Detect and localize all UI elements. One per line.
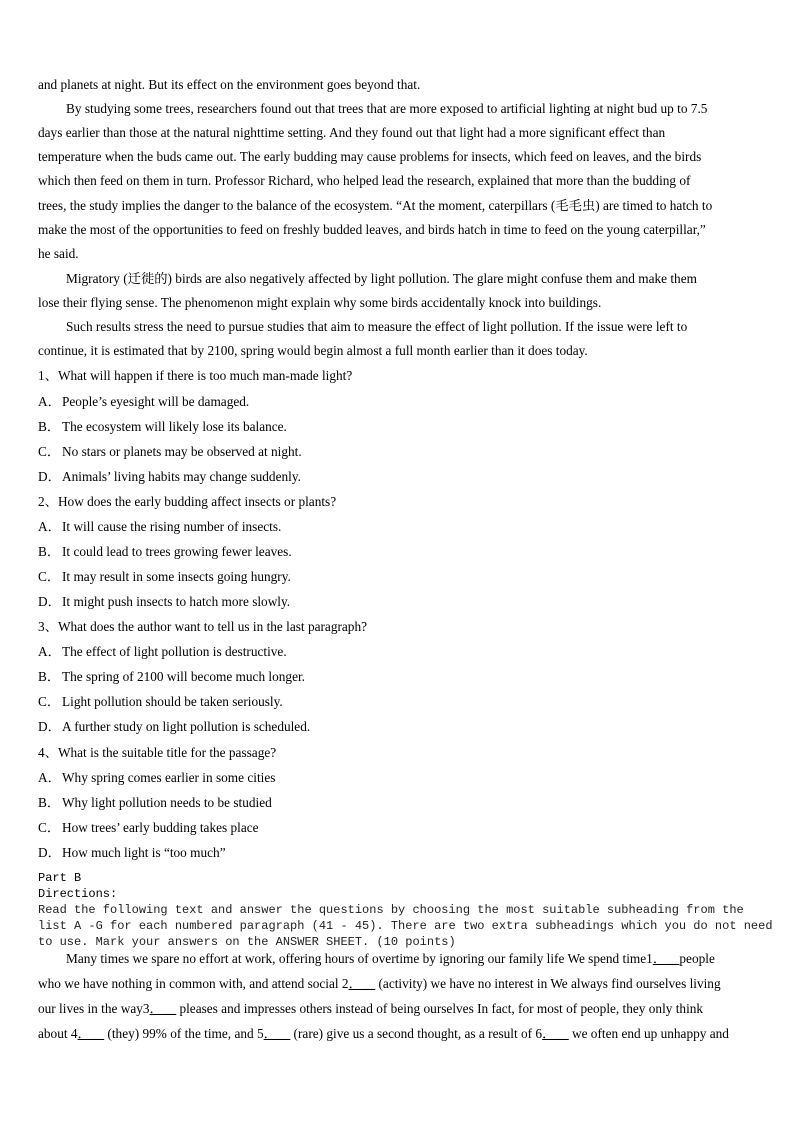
cloze-text: about 4 [38,1026,78,1041]
option-b[interactable] [38,544,292,560]
cloze-text: who we have nothing in common with, and attend social 2 [38,976,349,991]
option-text: Why spring comes earlier in some cities [62,770,276,785]
option-text: Animals’ living habits may change suddenly. [62,469,301,484]
passage-line: make the most of the opportunities to feed on freshly budded leaves, and birds hatch in time to feed on the young caterpillar,” [38,222,706,237]
option-letter: A． [38,644,61,659]
option-b[interactable] [38,669,305,685]
option-d[interactable] [38,469,301,485]
passage-line: trees, the study implies the danger to the balance of the ecosystem. “At the moment, caterpillars (毛毛虫) are timed to hatch to [38,198,713,213]
option-letter: C． [38,694,61,709]
option-text: Why light pollution needs to be studied [62,795,272,810]
answer-blank[interactable]: ．__ [348,976,376,991]
directions-line: to use. Mark your answers on the ANSWER SHEET. (10 points) [38,935,456,949]
passage-line: Migratory (迁徙的) birds are also negatively affected by light pollution. The glare might confuse them and make them [66,271,697,286]
answer-blank[interactable]: ．__ [652,951,680,966]
directions-label: Directions: [38,887,118,901]
option-text: The spring of 2100 will become much longer. [62,669,305,684]
cloze-text: people [679,951,715,966]
option-a[interactable] [38,394,249,410]
option-letter: A． [38,770,61,785]
cloze-text: our lives in the way3 [38,1001,150,1016]
question-stem: 2、How does the early budding affect insects or plants? [38,494,337,509]
passage-line: Such results stress the need to pursue studies that aim to measure the effect of light pollution. If the issue were left to [66,319,688,334]
cloze-text: pleases and impresses others instead of being ourselves In fact, for most of people, they only think [176,1001,704,1016]
option-letter: B． [38,419,61,434]
option-text: The ecosystem will likely lose its balance. [62,419,287,434]
option-letter: D． [38,469,61,484]
option-b[interactable] [38,795,272,811]
option-text: Light pollution should be taken seriously. [62,694,283,709]
option-letter: A． [38,519,61,534]
cloze-line [38,976,721,992]
answer-blank[interactable]: ．__ [263,1026,291,1041]
option-d[interactable] [38,845,226,861]
answer-blank[interactable]: ．__ [77,1026,105,1041]
option-text: The effect of light pollution is destructive. [62,644,287,659]
directions-line: Read the following text and answer the questions by choosing the most suitable subheading from the [38,903,744,917]
passage-line: continue, it is estimated that by 2100, spring would begin almost a full month earlier than it does today. [38,343,588,358]
option-text: No stars or planets may be observed at night. [62,444,302,459]
cloze-line [38,1026,729,1042]
passage-line: which then feed on them in turn. Professor Richard, who helped lead the research, explained that more than the budding of [38,173,691,188]
option-c[interactable] [38,820,259,836]
option-letter: D． [38,594,61,609]
passage-line: he said. [38,246,79,261]
option-b[interactable] [38,419,287,435]
option-letter: B． [38,795,61,810]
option-letter: D． [38,719,61,734]
part-b-title: Part B [38,871,82,885]
passage-line: temperature when the buds came out. The early budding may cause problems for insects, which feed on leaves, and the birds [38,149,702,164]
cloze-text: we often end up unhappy and [568,1026,729,1041]
question-stem: 1、What will happen if there is too much man-made light? [38,368,353,383]
cloze-text: (activity) we have no interest in We always find ourselves living [375,976,721,991]
option-text: A further study on light pollution is scheduled. [62,719,311,734]
option-text: How trees’ early budding takes place [62,820,259,835]
directions-line: list A -G for each numbered paragraph (41 - 45). There are two extra subheadings which you do not need [38,919,773,933]
option-text: It will cause the rising number of insects. [62,519,282,534]
question-stem: 3、What does the author want to tell us in the last paragraph? [38,619,368,634]
option-letter: C． [38,569,61,584]
cloze-line [38,1001,703,1017]
option-text: It could lead to trees growing fewer leaves. [62,544,292,559]
passage-line: days earlier than those at the natural nighttime setting. And they found out that light had a more significant effect than [38,125,666,140]
option-letter: C． [38,444,61,459]
option-text: It might push insects to hatch more slowly. [62,594,291,609]
answer-blank[interactable]: ．__ [149,1001,177,1016]
option-d[interactable] [38,719,310,735]
cloze-text: Many times we spare no effort at work, offering hours of overtime by ignoring our family life We spend time1 [66,951,653,966]
passage-line: By studying some trees, researchers found out that trees that are more exposed to artificial lighting at night bud up to 7.5 [66,101,708,116]
option-a[interactable] [38,770,275,786]
option-letter: B． [38,669,61,684]
option-text: How much light is “too much” [62,845,226,860]
option-text: People’s eyesight will be damaged. [62,394,250,409]
question-stem: 4、What is the suitable title for the passage? [38,745,277,760]
option-letter: C． [38,820,61,835]
option-letter: D． [38,845,61,860]
option-c[interactable] [38,444,302,460]
cloze-line [66,951,715,967]
option-c[interactable] [38,569,291,585]
cloze-text: (rare) give us a second thought, as a result of 6 [290,1026,543,1041]
option-letter: A． [38,394,61,409]
option-letter: B． [38,544,61,559]
option-a[interactable] [38,644,287,660]
passage-line: and planets at night. But its effect on the environment goes beyond that. [38,77,421,92]
option-d[interactable] [38,594,290,610]
option-a[interactable] [38,519,281,535]
cloze-text: (they) 99% of the time, and 5 [104,1026,264,1041]
answer-blank[interactable]: ．__ [542,1026,569,1041]
passage-line: lose their flying sense. The phenomenon might explain why some birds accidentally knock into buildings. [38,295,602,310]
option-text: It may result in some insects going hungry. [62,569,291,584]
option-c[interactable] [38,694,283,710]
